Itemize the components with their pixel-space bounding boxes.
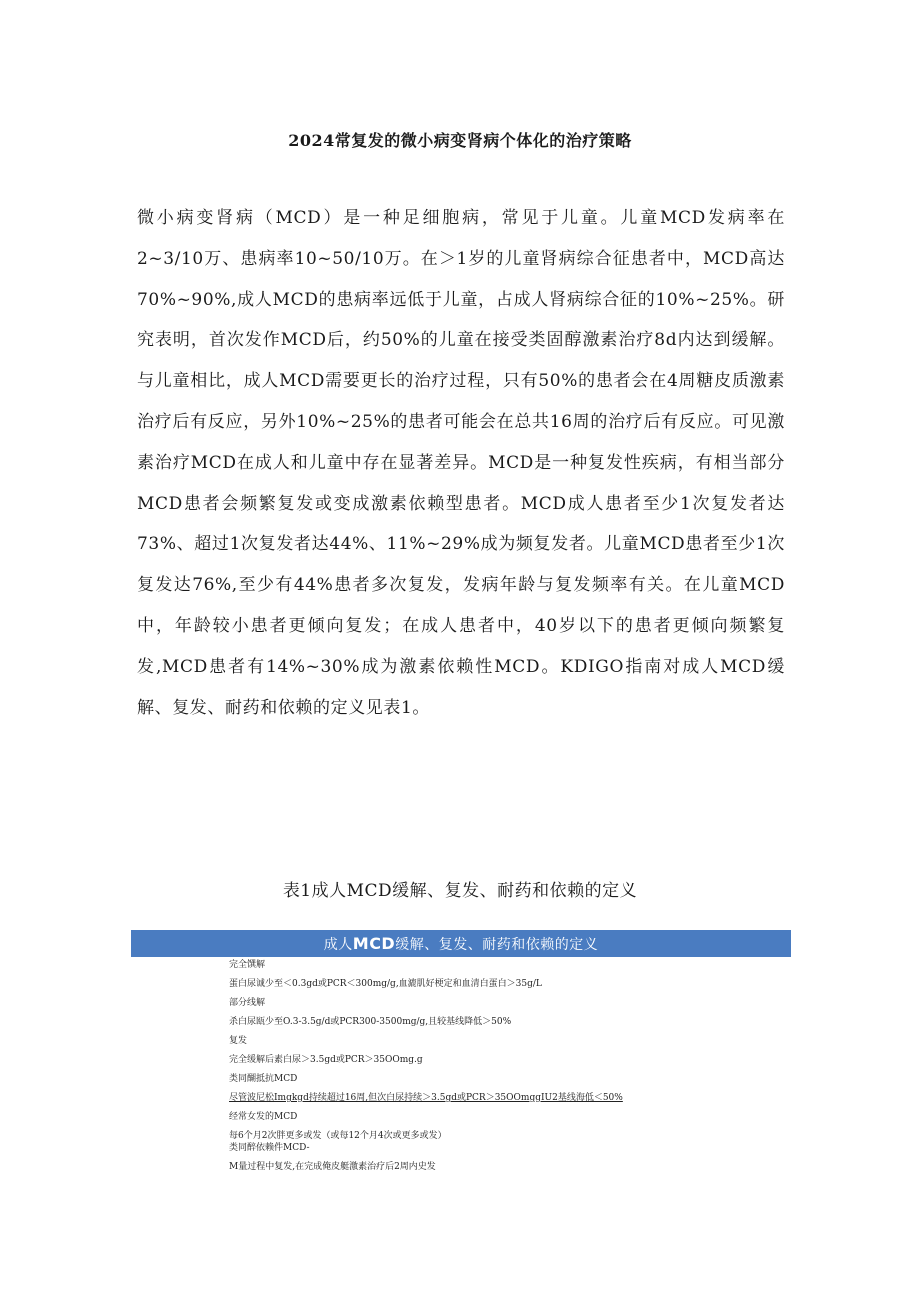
row-dependent-heading: 类同醉依赖件MCD- [229,1143,310,1153]
row-complete-remission-heading: 完全馔解 [229,960,266,970]
row-complete-remission-criteria: 蛋白尿诚少至＜0.3gd或PCR＜300mg/g,血漉肌好梗定和血清白蛋白＞35g/L [229,979,542,989]
table-header-emphasis: MCD [352,934,396,953]
row-relapse-criteria: 完全缓解后素白尿＞3.5gd或PCR＞35OOmg.g [229,1055,423,1065]
page-title: 2024常复发的微小病变肾病个体化的治疗策略 [288,131,632,150]
row-resistant-heading: 类同醐抵抗MCD [229,1074,298,1084]
row-frequent-relapse-heading: 经常女发的MCD [229,1112,298,1122]
row-partial-remission-criteria: 杀白尿瓯少至O.3-3.5g/d或PCR300-3500mg/g,且较基线降低＞50% [229,1017,512,1027]
definition-table [131,930,791,1173]
table-header-suffix: 缓解、复发、耐药和依赖的定义 [395,937,599,953]
row-resistant-criteria: 尽管波尼松Imgkgd持续超过16周,但次白尿持续＞3.5gd或PCR＞35OOmggIU2基线海低＜50% [229,1093,623,1103]
row-partial-remission-heading: 部分线解 [229,998,266,1008]
row-dependent-criteria: M量过程中复发,在完成俺皮艇激素治疗后2周内史发 [229,1162,436,1172]
table-body [131,960,791,1173]
table-header [131,930,791,957]
row-relapse-heading: 复发 [229,1036,248,1046]
row-frequent-relapse-criteria: 每6个月2次胖更多或发（或每12个月4次或更多或发） [229,1131,447,1141]
body-paragraph: 微小病变肾病（MCD）是一种足细胞病，常见于儿童。儿童MCD发病率在2~3/10万、患病率10~50/10万。在＞1岁的儿童肾病综合征患者中，MCD高达70%~90%,成人MCD的患病率远低于儿童，占成人肾病综合征的10%~25%。研究表明，首次发作MCD后，约50%的儿童在接受类固醇激素治疗8d内达到缓解。与儿童相比，成人MCD需要更长的治疗过程，只有50%的患者会在4周糖皮质激素治疗后有反应，另外10%~25%的患者可能会在总共16周的治疗后有反应。可见激素治疗MCD在成人和儿童中存在显著差异。MCD是一种复发性疾病，有相当部分MCD患者会频繁复发或变成激素依赖型患者。MCD成人患者至少1次复发者达73%、超过1次复发者达44%、11%~29%成为频复发者。儿童MCD患者至少1次复发达76%,至少有44%患者多次复发，发病年龄与复发频率有关。在儿童MCD中，年龄较小患者更倾向复发；在成人患者中，40岁以下的患者更倾向频繁复发,MCD患者有14%~30%成为激素依赖性MCD。KDIGO指南对成人MCD缓解、复发、耐药和依赖的定义见表1。 [137,208,785,718]
table-header-prefix: 成人 [323,937,353,953]
table-caption: 表1成人MCD缓解、复发、耐药和依赖的定义 [282,881,638,901]
